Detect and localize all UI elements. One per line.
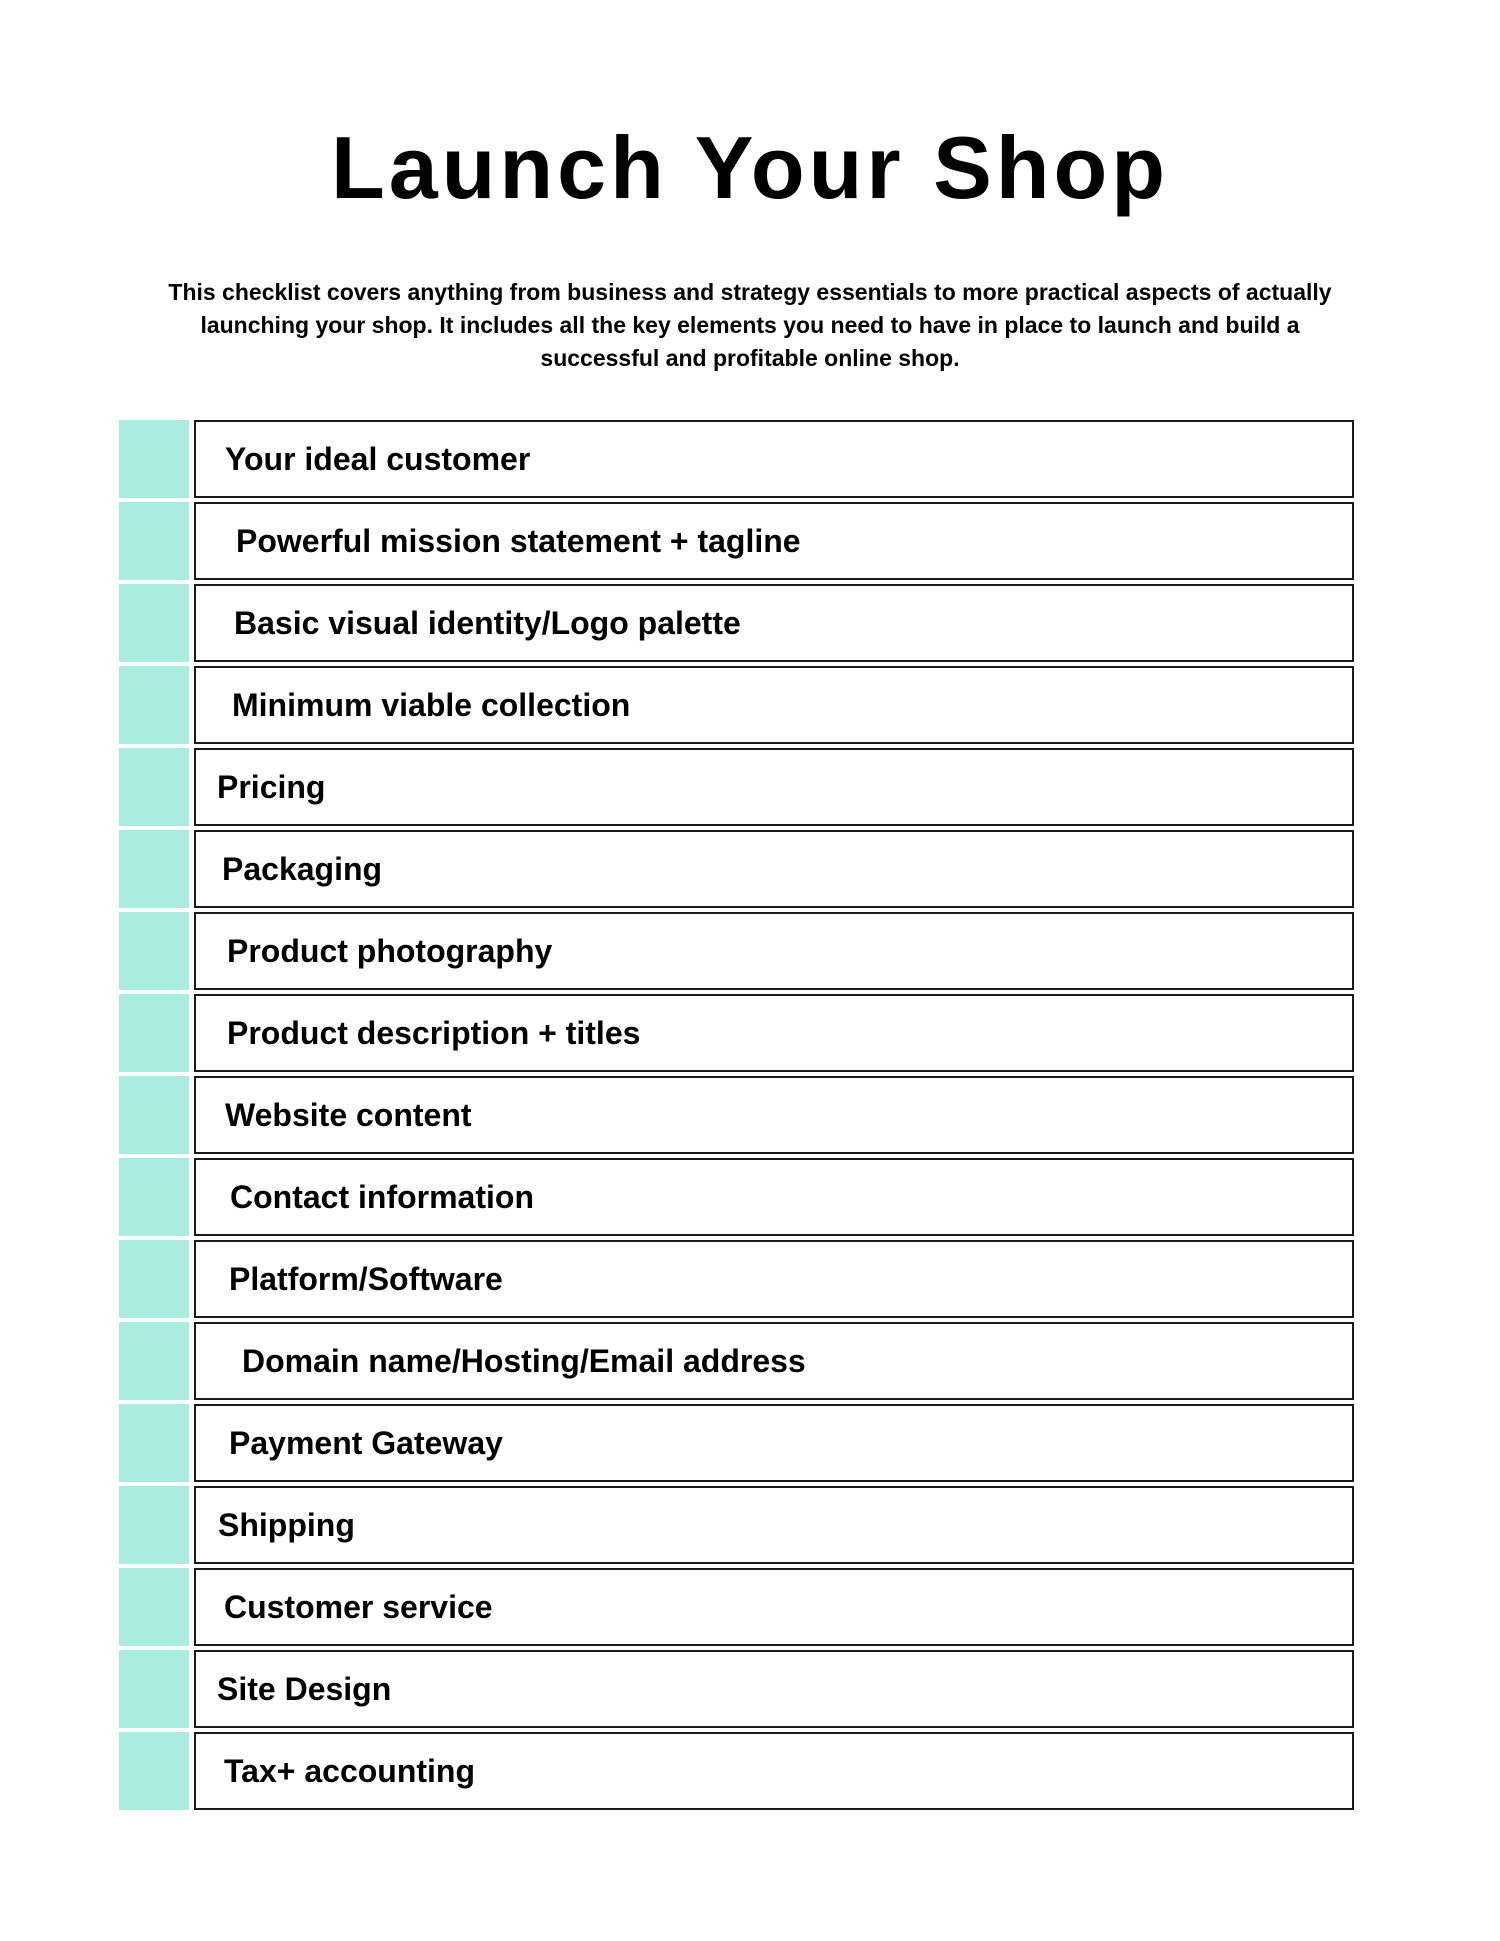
checkbox[interactable] (119, 830, 189, 908)
checklist-row (119, 1076, 1355, 1152)
checklist-item-label: Pricing (217, 769, 326, 805)
checklist-row (119, 1404, 1355, 1480)
checkbox[interactable] (119, 666, 189, 744)
checkbox[interactable] (119, 1486, 189, 1564)
checklist-item-box (194, 420, 1354, 498)
checklist-item-box (194, 584, 1354, 662)
checklist-item-label: Your ideal customer (225, 441, 531, 477)
checklist-item-box (194, 502, 1354, 580)
checkbox[interactable] (119, 1240, 189, 1318)
checklist (119, 420, 1355, 1814)
checklist-item-label: Domain name/Hosting/Email address (242, 1343, 806, 1379)
checkbox[interactable] (119, 584, 189, 662)
checklist-item-label: Website content (225, 1097, 472, 1133)
checklist-item-box (194, 912, 1354, 990)
checklist-item-label: Powerful mission statement + tagline (236, 523, 801, 559)
checklist-row (119, 912, 1355, 988)
checklist-row (119, 666, 1355, 742)
checklist-item-box (194, 1240, 1354, 1318)
checklist-item-box (194, 1322, 1354, 1400)
checkbox[interactable] (119, 420, 189, 498)
checklist-row (119, 1240, 1355, 1316)
checkbox[interactable] (119, 1650, 189, 1728)
checkbox[interactable] (119, 1322, 189, 1400)
checklist-item-box (194, 830, 1354, 908)
checklist-row (119, 1568, 1355, 1644)
checklist-item-label: Basic visual identity/Logo palette (234, 605, 741, 641)
checklist-item-box (194, 1486, 1354, 1564)
checkbox[interactable] (119, 912, 189, 990)
checklist-item-box (194, 748, 1354, 826)
checklist-item-label: Tax+ accounting (224, 1753, 476, 1789)
checklist-item-box (194, 1158, 1354, 1236)
checklist-item-box (194, 994, 1354, 1072)
checklist-item-label: Product description + titles (227, 1015, 641, 1051)
checklist-row (119, 830, 1355, 906)
checklist-row (119, 502, 1355, 578)
checklist-item-label: Payment Gateway (229, 1425, 503, 1461)
checkbox[interactable] (119, 1076, 189, 1154)
checklist-item-label: Product photography (227, 933, 553, 969)
checklist-item-box (194, 1650, 1354, 1728)
checklist-item-label: Minimum viable collection (232, 687, 631, 723)
checkbox[interactable] (119, 502, 189, 580)
checklist-item-box (194, 1076, 1354, 1154)
checklist-row (119, 1650, 1355, 1726)
checklist-item-label: Contact information (230, 1179, 534, 1215)
checklist-item-box (194, 1568, 1354, 1646)
checklist-row (119, 1732, 1355, 1808)
checklist-item-label: Shipping (218, 1507, 355, 1543)
intro-paragraph: This checklist covers anything from business and strategy essentials to more practical aspects of actually launching your shop. It includes all the key elements you need to have in place to launch and build a successful and profitable online shop. (168, 279, 1332, 371)
checklist-row (119, 748, 1355, 824)
checkbox[interactable] (119, 748, 189, 826)
checkbox[interactable] (119, 1568, 189, 1646)
checklist-item-label: Packaging (222, 851, 383, 887)
checklist-item-label: Platform/Software (229, 1261, 503, 1297)
checklist-row (119, 1158, 1355, 1234)
checklist-row (119, 1322, 1355, 1398)
checkbox[interactable] (119, 1158, 189, 1236)
checklist-row (119, 1486, 1355, 1562)
page-title: Launch Your Shop (330, 118, 1170, 217)
checklist-item-box (194, 666, 1354, 744)
checklist-row (119, 420, 1355, 496)
checkbox[interactable] (119, 1732, 189, 1810)
checklist-item-box (194, 1404, 1354, 1482)
checklist-item-label: Customer service (224, 1589, 493, 1625)
checklist-row (119, 994, 1355, 1070)
checklist-item-label: Site Design (217, 1671, 392, 1707)
checklist-item-box (194, 1732, 1354, 1810)
checkbox[interactable] (119, 1404, 189, 1482)
checkbox[interactable] (119, 994, 189, 1072)
checklist-row (119, 584, 1355, 660)
